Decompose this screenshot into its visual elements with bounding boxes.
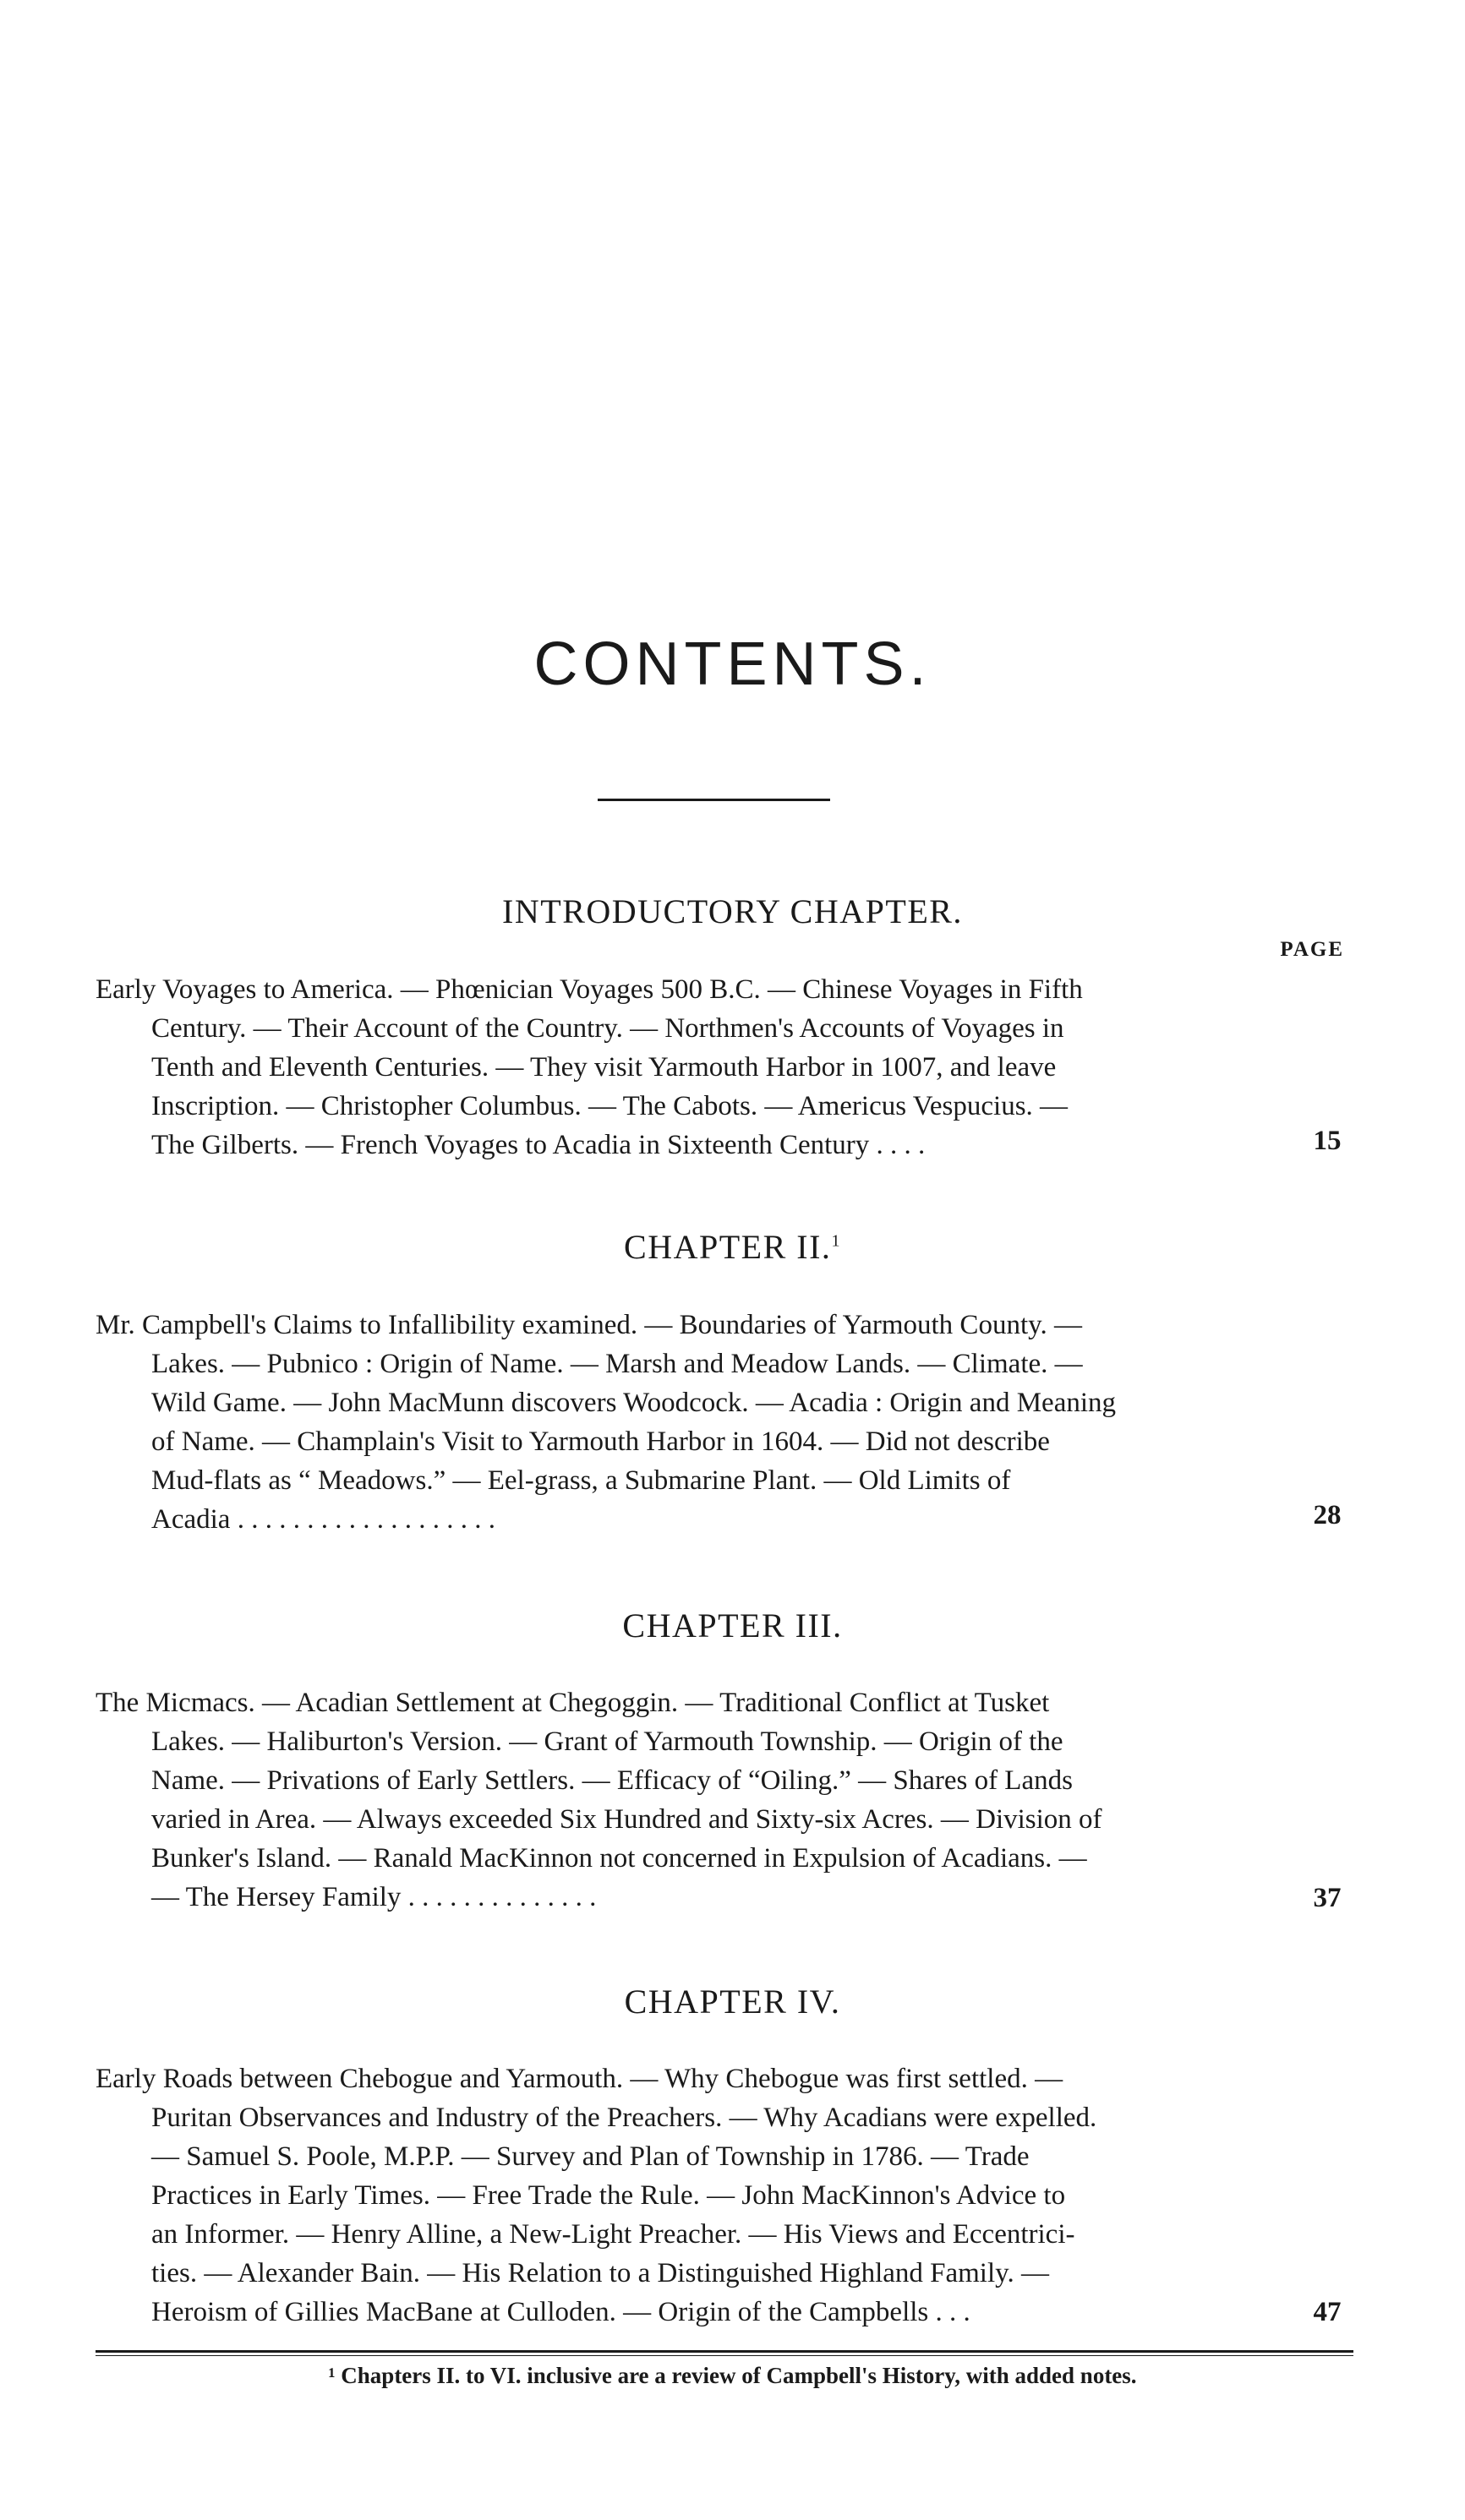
chapter-heading-intro: [0, 892, 1465, 931]
summary-line: — The Hersey Family . . . . . . . . . . . . . .: [151, 1882, 597, 1912]
summary-line: Century. — Their Account of the Country. — Northmen's Accounts of Voyages in: [151, 1013, 1064, 1044]
page-column-label: PAGE: [1280, 938, 1344, 961]
footnote-marker: 1: [831, 1231, 841, 1251]
chapter-heading: CHAPTER II.$^1$: [624, 1228, 841, 1266]
page-number: 28: [1313, 1500, 1342, 1530]
footnote-rule-thin: [96, 2355, 1353, 2356]
summary-line: Mr. Campbell's Claims to Infallibility examined. — Boundaries of Yarmouth County. —: [96, 1310, 1082, 1340]
summary-line: Lakes. — Pubnico : Origin of Name. — Marsh and Meadow Lands. — Climate. —: [151, 1349, 1083, 1379]
summary-line: Early Roads between Chebogue and Yarmouth. — Why Chebogue was first settled. —: [96, 2064, 1063, 2094]
summary-line: Tenth and Eleventh Centuries. — They visit Yarmouth Harbor in 1007, and leave: [151, 1052, 1057, 1083]
chapter-heading-2: [0, 1227, 1465, 1267]
summary-line: varied in Area. — Always exceeded Six Hundred and Sixty-six Acres. — Division of: [151, 1804, 1102, 1835]
page-number: 37: [1313, 1883, 1342, 1913]
summary-line: Inscription. — Christopher Columbus. — The Cabots. — Americus Vespucius. —: [151, 1091, 1069, 1121]
page-number: 15: [1313, 1126, 1342, 1156]
page-number: 47: [1313, 2297, 1342, 2327]
summary-line: of Name. — Champlain's Visit to Yarmouth Harbor in 1604. — Did not describe: [151, 1426, 1050, 1457]
summary-line: ties. — Alexander Bain. — His Relation to a Distinguished Highland Family. —: [151, 2258, 1049, 2288]
page-title: CONTENTS.: [533, 630, 932, 698]
title-rule: [598, 799, 830, 801]
chapter-summary-3: [96, 1683, 1259, 1917]
summary-line: an Informer. — Henry Alline, a New-Light Preacher. — His Views and Eccentrici-: [151, 2219, 1075, 2250]
summary-line: Practices in Early Times. — Free Trade the Rule. — John MacKinnon's Advice to: [151, 2180, 1066, 2211]
summary-line: Bunker's Island. — Ranald MacKinnon not concerned in Expulsion of Acadians. —: [151, 1843, 1087, 1874]
summary-line: The Gilberts. — French Voyages to Acadia in Sixteenth Century . . . .: [151, 1130, 926, 1160]
chapter-summary-2: [96, 1306, 1259, 1539]
summary-line: Heroism of Gillies MacBane at Culloden. — Origin of the Campbells . . .: [151, 2297, 970, 2327]
summary-line: Wild Game. — John MacMunn discovers Woodcock. — Acadia : Origin and Meaning: [151, 1388, 1117, 1418]
chapter-heading-3: [0, 1606, 1465, 1645]
chapter-heading: CHAPTER III.: [622, 1606, 843, 1645]
summary-line: Name. — Privations of Early Settlers. — Efficacy of “Oiling.” — Shares of Lands: [151, 1765, 1073, 1796]
summary-line: Early Voyages to America. — Phœnician Voyages 500 B.C. — Chinese Voyages in Fifth: [96, 974, 1083, 1005]
summary-line: Acadia . . . . . . . . . . . . . . . . . . .: [151, 1504, 495, 1535]
footnote-rule: [96, 2350, 1353, 2353]
footnote: ¹ Chapters II. to VI. inclusive are a review of Campbell's History, with added notes.: [328, 2363, 1137, 2388]
summary-line: The Micmacs. — Acadian Settlement at Chegoggin. — Traditional Conflict at Tusket: [96, 1688, 1050, 1718]
summary-line: Lakes. — Haliburton's Version. — Grant of Yarmouth Township. — Origin of the: [151, 1726, 1063, 1757]
chapter-heading: INTRODUCTORY CHAPTER.: [502, 892, 963, 930]
summary-line: Puritan Observances and Industry of the Preachers. — Why Acadians were expelled.: [151, 2103, 1097, 2133]
chapter-heading-4: [0, 1982, 1465, 2021]
summary-line: Mud-flats as “ Meadows.” — Eel-grass, a Submarine Plant. — Old Limits of: [151, 1465, 1011, 1496]
chapter-summary-4: [96, 2059, 1259, 2332]
chapter-summary-intro: [96, 970, 1259, 1165]
summary-line: — Samuel S. Poole, M.P.P. — Survey and Plan of Township in 1786. — Trade: [151, 2141, 1030, 2172]
chapter-heading: CHAPTER IV.: [624, 1983, 841, 2021]
